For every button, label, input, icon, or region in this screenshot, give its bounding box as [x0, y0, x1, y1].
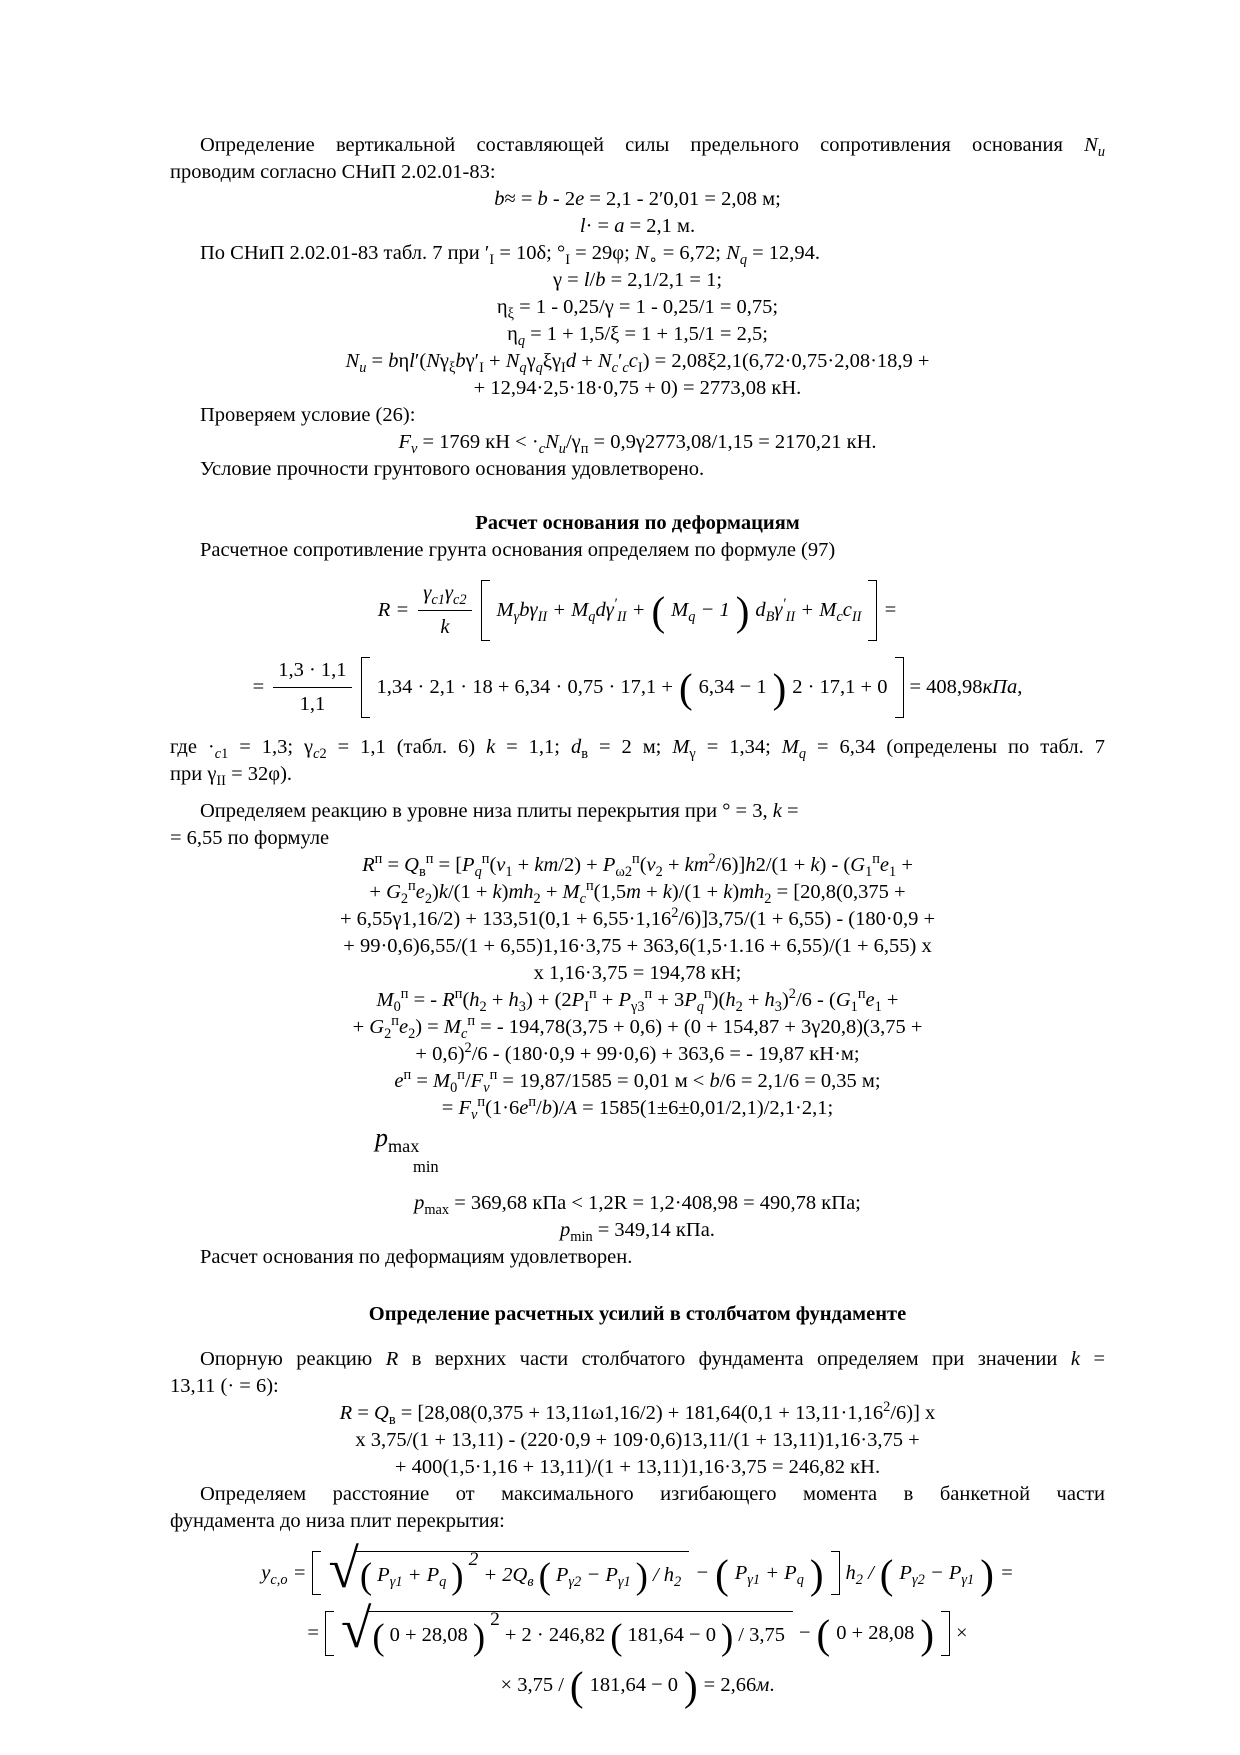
- paren-close: ): [635, 1555, 648, 1597]
- paren-open: (: [651, 588, 666, 635]
- section-heading-column-foundation: Определение расчетных усилий в столбчатом фундаменте: [368, 1303, 907, 1325]
- fraction: [273, 657, 351, 718]
- paragraph-line: Расчетное сопротивление грунта основания определяем по формуле (97): [200, 539, 836, 561]
- document-content: [170, 132, 1105, 1715]
- formula-segment: $M_\gamma b\gamma_{II} + M_qd\gamma'_{II}$ +: [496, 596, 646, 626]
- paragraph-line: 13,11 (· = 6):: [170, 1375, 279, 1397]
- formula-segment: −: [798, 1621, 811, 1644]
- equation-line: + 0,6)$^2$/6 - (180·0,9 + 99·0,6) + 363,6 = - 19,87 кН·м;: [415, 1040, 860, 1065]
- formula-segment: / $h_2$: [652, 1564, 682, 1591]
- left-bracket: [361, 657, 370, 718]
- formula-segment: 6,34 − 1: [698, 676, 767, 698]
- equation-line: b≈ = b - 2e = 2,1 - 2′0,01 = 2,08 м;: [494, 188, 781, 210]
- equation-line: + 12,94·2,5·18·0,75 + 0) = 2773,08 кН.: [473, 377, 802, 399]
- paren-close: ): [735, 588, 750, 635]
- paren-open: (: [715, 1550, 729, 1597]
- formula-segment: = 2,66м.: [703, 1673, 775, 1696]
- fraction-numerator: 1,3 · 1,1: [273, 657, 351, 688]
- paragraph-line: при $\gamma_{II} = 32\varphi$).: [170, 763, 293, 790]
- paren-close: ): [920, 1611, 935, 1658]
- left-bracket: [325, 1611, 334, 1655]
- formula-segment: 2 · 17,1 + 0: [792, 676, 888, 698]
- formula-segment: $P_{\gamma 2} - P_{\gamma 1}$: [899, 1561, 975, 1588]
- equation-line: l· = a = 2,1 м.: [579, 215, 696, 237]
- formula-segment: $h_2$ /: [845, 1561, 874, 1588]
- paren-close: ): [772, 665, 787, 712]
- paragraph-line: Опорную реакцию R в верхних части столбчатого фундамента определяем при значении k =: [200, 1348, 1106, 1370]
- equation-line: х 3,75/(1 + 13,11) - (220·0,9 + 109·0,6)13,11/(1 + 13,11)1,16·3,75 +: [355, 1429, 920, 1451]
- radical-sign: √: [340, 1598, 372, 1660]
- equation-line: $p_{max} = 369,68$ кПа < 1,2R = 1,2·408,98 = 490,78 кПа;: [414, 1192, 861, 1219]
- radicand: [367, 1609, 793, 1657]
- formula-segment: $d_B\gamma'_{II} + M_cc_{II}$: [755, 596, 862, 626]
- paragraph-line: фундамента до низа плит перекрытия:: [170, 1510, 505, 1532]
- formula-segment: $P_{\gamma 1} + P_q$: [734, 1561, 804, 1588]
- paragraph-line: где $\cdot_{c1} = 1,3$; $\gamma_{c2} = 1,1$ (табл. 6) k = 1,1; $d_в = 2$ м; $M_\gamma = 1,34$; $M_q = 6,34$ (определены по табл. 7: [170, 736, 1105, 763]
- paren-open: (: [879, 1550, 894, 1597]
- pmin-symbol: min: [413, 1157, 439, 1176]
- square-root: [328, 1538, 689, 1599]
- paragraph-line: проводим согласно СНиП 2.02.01-83:: [170, 161, 496, 183]
- right-bracket: [895, 657, 904, 718]
- right-bracket: [868, 580, 877, 641]
- paren-open: (: [538, 1555, 551, 1597]
- equation-line: $M_0^п$ = - $R^п(h_2 + h_3) + (2P_I^п + P_{\gamma 3}^п + 3P_q^п)(h_2 + h_3)^2/6 - (G_1^пe_1$ +: [376, 986, 899, 1016]
- paragraph-line: По СНиП 2.02.01-83 табл. 7 при $'_I = 10\delta$; $^\circ_I = 29\varphi$; $N_\circ = 6,72$; $N_q = 12,94$.: [200, 242, 821, 269]
- formula-yco-symbolic: [170, 1538, 1105, 1599]
- formula-segment: $y_{c,o}$ =: [261, 1561, 307, 1588]
- formula-resistance-numeric: [170, 657, 1105, 718]
- equation-line: + 400(1,5·1,16 + 13,11)/(1 + 13,11)1,16·3,75 = 246,82 кН.: [394, 1456, 881, 1478]
- fraction-denominator: 1,1: [299, 693, 326, 715]
- equation-line: $R = Q_в = [28,08(0,375 + 13,11\omega 1,16/2) + 181,64(0,1 + 13,11\cdot 1,16^2/6)]$ х: [339, 1399, 936, 1429]
- paren-close: ): [451, 1555, 464, 1597]
- radicand: [355, 1549, 689, 1597]
- formula-segment: ×: [956, 1621, 968, 1644]
- equation-line: $p_{min} = 349,14$ кПа.: [560, 1219, 715, 1246]
- left-bracket: [312, 1551, 321, 1595]
- formula-segment: =: [307, 1621, 319, 1644]
- fraction-numerator: $\gamma_{c1}\gamma_{c2}$: [418, 580, 471, 611]
- equation-line: + 99·0,6)6,55/(1 + 6,55)1,16·3,75 + 363,6(1,5·1.16 + 6,55)/(1 + 6,55) х: [343, 935, 932, 957]
- right-bracket: [831, 1551, 840, 1595]
- formula-segment: =: [883, 599, 898, 621]
- formula-yco-result: [170, 1662, 1105, 1709]
- formula-segment: $P_{\gamma 1} + P_q$: [377, 1564, 447, 1591]
- formula-segment: + 2 · 246,82: [504, 1624, 606, 1647]
- left-bracket: [481, 580, 490, 641]
- formula-segment: × 3,75 /: [500, 1673, 564, 1696]
- formula-segment: =: [999, 1561, 1014, 1584]
- equation-line: $\eta_\xi = 1 - 0,25/\gamma = 1 - 0,25/1 = 0,75$;: [496, 296, 779, 323]
- formula-segment: 0 + 28,08: [389, 1624, 468, 1647]
- fraction-denominator: k: [440, 616, 450, 638]
- equation-line: + $6,55\gamma 1,16/2) + 133,51(0,1 + 6,55\cdot 1,16^2/6)]3,75/(1 + 6,55) - (180\cdot 0,9$ +: [339, 905, 936, 930]
- paren-close: ): [980, 1550, 994, 1597]
- fraction: [418, 580, 471, 641]
- formula-segment: 181,64 − 0: [589, 1673, 679, 1696]
- paragraph-line: Определяем реакцию в уровне низа плиты перекрытия при ° = 3, k =: [200, 800, 799, 822]
- exponent: 2: [490, 1609, 500, 1631]
- formula-segment: $P_{\gamma 2} - P_{\gamma 1}$: [555, 1564, 631, 1591]
- paragraph-line: = 6,55 по формуле: [170, 827, 330, 849]
- equation-line: $R^п = Q_в^п = [P_q^п(v_1 + km/2) + P_{\omega 2}^п(v_2 + km^2/6)]h2/(1 + k) - (G_1^пe_1$ +: [362, 851, 913, 881]
- formula-segment: = 408,98кПа,: [909, 676, 1023, 698]
- paren-close: ): [809, 1550, 824, 1597]
- formula-resistance-symbolic: [170, 580, 1105, 641]
- square-root: [340, 1598, 793, 1660]
- paren-open: (: [678, 665, 693, 712]
- equation-line: γ = l/b = 2,1/2,1 = 1;: [552, 269, 723, 291]
- paren-open: (: [372, 1615, 385, 1657]
- equation-line: $e^п = M_0^п/F_v^п = 19,87/1585 = 0,01$ м < b/6 = 2,1/6 = 0,35 м;: [394, 1067, 881, 1097]
- formula-yco-numeric: [170, 1598, 1105, 1660]
- equation-line: + $G_2^пe_2)k/(1 + k)mh_2 + M_c^п(1,5m + k)/(1 + k)mh_2 = [20,8(0,375$ +: [369, 878, 906, 908]
- formula-segment: 181,64 − 0: [627, 1624, 716, 1647]
- paragraph-line: Определяем расстояние от максимального изгибающего момента в банкетной части: [200, 1483, 1105, 1505]
- formula-segment: / 3,75: [738, 1624, 785, 1647]
- formula-segment: + $2Q_в$: [483, 1564, 534, 1591]
- right-bracket: [941, 1611, 950, 1655]
- paren-close: ): [684, 1662, 698, 1709]
- paren-close: ): [472, 1615, 486, 1657]
- equation-line: + $G_2^пe_2) = M_c^п$ = - 194,78(3,75 + 0,6) + (0 + 154,87 + 3γ20,8)(3,75 +: [352, 1013, 923, 1043]
- equation-line: $F_v = 1769$ кН < $\cdot_cN_u/\gamma_п = 0,9\gamma 2773,08/1,15 = 2170,21$ кН.: [398, 431, 877, 458]
- paragraph-line: Условие прочности грунтового основания удовлетворено.: [200, 458, 705, 480]
- formula-segment: $M_q - 1$: [671, 599, 730, 626]
- formula-segment: −: [695, 1561, 710, 1584]
- paragraph-line: Определение вертикальной составляющей силы предельного сопротивления основания $N_u$: [200, 134, 1105, 161]
- paren-open: (: [610, 1615, 623, 1657]
- section-heading-deformations: Расчет основания по деформациям: [475, 512, 800, 534]
- paren-close: ): [720, 1615, 734, 1657]
- formula-segment: R =: [377, 599, 410, 621]
- paren-open: (: [359, 1555, 373, 1597]
- equation-line: $N_u = b\eta l'(N\gamma_\xi b\gamma'_I + N_q\gamma_q\xi\gamma_Id + N_c'_cc_I) = 2,08\xi 2,1(6,72\cdot 0,75\cdot 2,08\cdot 18,9$ +: [345, 350, 930, 377]
- paragraph-line: Расчет основания по деформациям удовлетворен.: [200, 1246, 633, 1268]
- equation-line: $\eta_q = 1 + 1,5/\xi = 1 + 1,5/1 = 2,5$;: [507, 323, 768, 350]
- paren-open: (: [569, 1662, 584, 1709]
- radical-sign: √: [328, 1538, 359, 1599]
- paren-open: (: [816, 1611, 831, 1658]
- equation-line: х 1,16·3,75 = 194,78 кН;: [533, 962, 742, 984]
- exponent: 2: [468, 1549, 479, 1570]
- equation-line: = $F_v^п(1\cdot 6e^п/b)/A = 1585(1\pm 6\pm 0,01/2,1)/2,1\cdot 2,1$;: [441, 1094, 834, 1124]
- formula-segment: 1,34 · 2,1 · 18 + 6,34 · 0,75 · 17,1 +: [376, 676, 673, 698]
- formula-segment: 0 + 28,08: [836, 1621, 915, 1644]
- pmax-symbol: $p_{max}$: [375, 1123, 420, 1157]
- paragraph-line: Проверяем условие (26):: [200, 404, 416, 426]
- formula-segment: =: [252, 676, 265, 698]
